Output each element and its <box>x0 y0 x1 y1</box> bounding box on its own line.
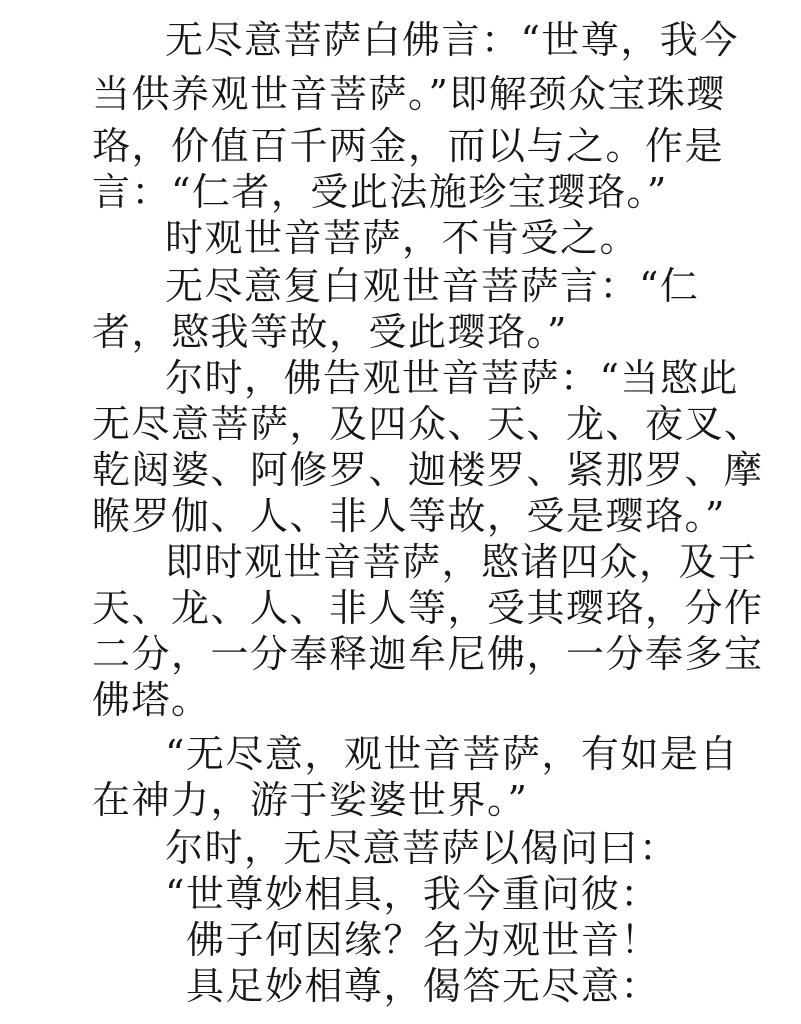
text-line: 尔时，佛告观世音菩萨：“当愍此 <box>165 356 739 400</box>
text-line: “世尊妙相具，我今重问彼： <box>165 872 660 916</box>
text-line: 佛塔。 <box>92 678 211 722</box>
text-line: 二分，一分奉释迦牟尼佛，一分奉多宝 <box>92 632 764 676</box>
text-line: 无尽意复白观世音菩萨言：“仁 <box>165 264 700 308</box>
text-line: 在神力，游于娑婆世界。” <box>92 778 529 822</box>
text-line: 天、龙、人、非人等，受其璎珞，分作 <box>92 586 764 630</box>
text-line: 乾闼婆、阿修罗、迦楼罗、紧那罗、摩 <box>92 448 764 492</box>
text-line: 当供养观世音菩萨。”即解颈众宝珠璎 <box>92 72 726 116</box>
text-line: 即时观世音菩萨，愍诸四众，及于 <box>165 540 758 584</box>
text-line: 尔时，无尽意菩萨以偈问曰： <box>165 826 679 870</box>
text-line: 珞，价值百千两金，而以与之。作是 <box>92 124 725 168</box>
text-line: 时观世音菩萨，不肯受之。 <box>165 216 640 260</box>
text-line: “无尽意，观世音菩萨，有如是自 <box>165 732 739 776</box>
text-line: 佛子何因缘？名为观世音！ <box>186 918 661 962</box>
text-line: 睺罗伽、人、非人等故，受是璎珞。” <box>92 494 726 538</box>
text-line: 无尽意菩萨白佛言：“世尊，我今 <box>165 18 739 62</box>
text-line: 言：“仁者，受此法施珍宝璎珞。” <box>92 170 668 214</box>
text-line: 无尽意菩萨，及四众、天、龙、夜叉、 <box>92 402 764 446</box>
text-line: 者，愍我等故，受此璎珞。” <box>92 310 568 354</box>
text-line: 具足妙相尊，偈答无尽意： <box>186 964 661 1008</box>
